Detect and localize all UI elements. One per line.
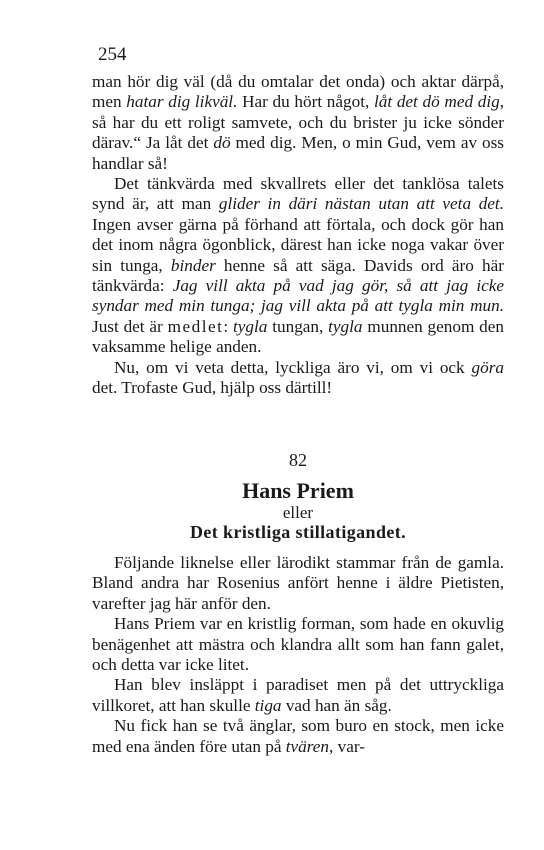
text-segment: Ingen avser gärna på förhand att förtala, och dock gör han det inom några ögonblick, därest han icke noga vakar över sin tunga,: [92, 214, 504, 275]
italic-text: hatar dig likväl.: [126, 92, 238, 112]
text-segment: Följande liknelse eller lärodikt stammar från de gamla. Bland andra har Rosenius anfört henne i äldre Pietisten, varefter jag här anför den.: [92, 553, 504, 613]
text-segment: med dig. Men, o min Gud, vem av oss handlar så!: [92, 133, 504, 173]
text-segment: munnen genom den vaksamme helige anden.: [92, 316, 504, 357]
text-segment: Just det är: [92, 316, 168, 336]
paragraph: [92, 614, 504, 675]
spaced-text: medlet: [167, 316, 224, 336]
italic-text: Jag vill akta på vad jag gör, så att jag icke syndar med min tunga; jag vill akta på att tygla min mun.: [92, 276, 504, 316]
body-text-chapter: [92, 553, 504, 757]
paragraph: [92, 675, 504, 716]
chapter-title: Hans Priem: [242, 478, 354, 503]
text-segment: Nu fick han se två änglar, som buro en stock, men icke med ena änden före utan på: [92, 716, 504, 756]
italic-text: binder: [170, 255, 216, 275]
text-segment: Han blev insläppt i paradiset men på det uttryckliga villkoret, att han skulle: [92, 675, 504, 715]
text-segment: vad han än såg.: [281, 695, 392, 715]
text-segment: :: [223, 316, 234, 336]
text-segment: Det tänkvärda med skvallrets eller det tanklösa talets synd är, att man: [92, 174, 504, 214]
italic-text: tiga: [254, 695, 282, 715]
paragraph: [92, 174, 504, 358]
text-segment: Nu, om vi veta detta, lyckliga äro vi, om vi ock: [114, 357, 472, 377]
text-segment: henne så att säga. Davids ord äro här tänkvärda:: [92, 255, 504, 296]
chapter-number: 82: [289, 450, 307, 470]
chapter-subtitle: Det kristliga stillatigandet.: [189, 522, 407, 542]
chapter-connector: eller: [282, 503, 314, 522]
text-segment: , så har du ett roligt samvete, och du brister ju icke sönder därav.“ Ja låt det: [92, 92, 504, 153]
body-text-top: [92, 72, 504, 399]
paragraph: [92, 553, 504, 614]
paragraph: [92, 716, 504, 757]
text-segment: , var-: [329, 736, 365, 756]
italic-text: låt det dö med dig: [373, 92, 500, 112]
italic-text: tvären: [285, 736, 330, 756]
text-segment: Hans Priem var en kristlig forman, som hade en okuvlig benägenhet att mästra och klandra allt som han fann galet, och detta var icke litet.: [92, 614, 504, 675]
italic-text: tygla: [328, 316, 363, 336]
text-segment: Har du hört något,: [237, 92, 374, 112]
page-number: 254: [98, 44, 127, 65]
italic-text: dö: [213, 133, 231, 153]
text-segment: det. Trofaste Gud, hjälp oss därtill!: [92, 378, 333, 398]
italic-text: göra: [471, 357, 504, 377]
italic-text: tygla: [233, 316, 268, 336]
paragraph: [92, 72, 504, 174]
italic-text: glider in däri nästan utan att veta det.: [218, 194, 504, 214]
paragraph: [92, 358, 504, 399]
text-segment: tungan,: [267, 316, 329, 336]
text-segment: man hör dig väl (då du omtalar det onda) och aktar därpå, men: [92, 72, 504, 112]
